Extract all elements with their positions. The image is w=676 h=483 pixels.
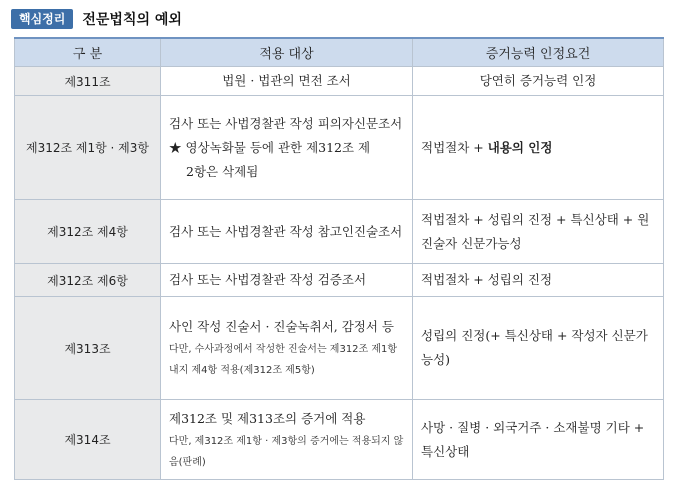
table-row: [15, 297, 664, 400]
requirement-cell: 적법절차 + 성립의 진정: [413, 264, 664, 297]
target-text: 검사 또는 사법경찰관 작성 피의자신문조서: [169, 115, 403, 131]
requirement-cell: [413, 96, 664, 200]
section-header: [11, 8, 182, 30]
section-cell: 제311조: [15, 67, 161, 96]
requirement-cell: 사망 · 질병 · 외국거주 · 소재불명 기타 + 특신상태: [413, 400, 664, 480]
target-cell: [161, 96, 413, 200]
requirement-emphasis: 내용의 인정: [487, 139, 553, 155]
target-cell: 검사 또는 사법경찰관 작성 참고인진술조서: [161, 200, 413, 264]
target-cell: [161, 400, 413, 480]
star-note-line: 2항은 삭제됨: [186, 163, 259, 179]
target-cell: 법원 · 법관의 면전 조서: [161, 67, 413, 96]
column-header: 증거능력 인정요건: [413, 38, 664, 67]
requirement-cell: 적법절차 + 성립의 진정 + 특신상태 + 원진술자 신문가능성: [413, 200, 664, 264]
star-note-line: ★ 영상녹화물 등에 관한 제312조 제: [169, 139, 371, 155]
column-header: 적용 대상: [161, 38, 413, 67]
table-row: [15, 264, 664, 297]
section-cell: 제313조: [15, 297, 161, 400]
target-text: 사인 작성 진술서 · 진술녹취서, 감정서 등: [169, 319, 394, 334]
section-cell: 제314조: [15, 400, 161, 480]
column-header: 구 분: [15, 38, 161, 67]
table-row: [15, 67, 664, 96]
section-cell: 제312조 제6항: [15, 264, 161, 297]
target-note: 다만, 제312조 제1항 · 제3항의 증거에는 적용되지 않음(판례): [169, 435, 404, 468]
target-text: 제312조 및 제313조의 증거에 적용: [169, 410, 366, 426]
section-cell: 제312조 제4항: [15, 200, 161, 264]
requirement-cell: 당연히 증거능력 인정: [413, 67, 664, 96]
section-cell: 제312조 제1항 · 제3항: [15, 96, 161, 200]
section-title: 전문법칙의 예외: [82, 12, 182, 28]
table-row: [15, 96, 664, 200]
target-cell: [161, 297, 413, 400]
target-note: 다만, 수사과정에서 작성한 진술서는 제312조 제1항 내지 제4항 적용(제312조 제5항): [169, 344, 398, 376]
summary-badge: 핵심정리: [11, 9, 73, 29]
target-cell: 검사 또는 사법경찰관 작성 검증조서: [161, 264, 413, 297]
table-row: [15, 200, 664, 264]
requirement-text: 적법절차 +: [421, 139, 488, 155]
table-header-row: [15, 38, 664, 67]
exception-table: [14, 37, 664, 480]
requirement-cell: 성립의 진정(+ 특신상태 + 작성자 신문가능성): [413, 297, 664, 400]
table-row: [15, 400, 664, 480]
